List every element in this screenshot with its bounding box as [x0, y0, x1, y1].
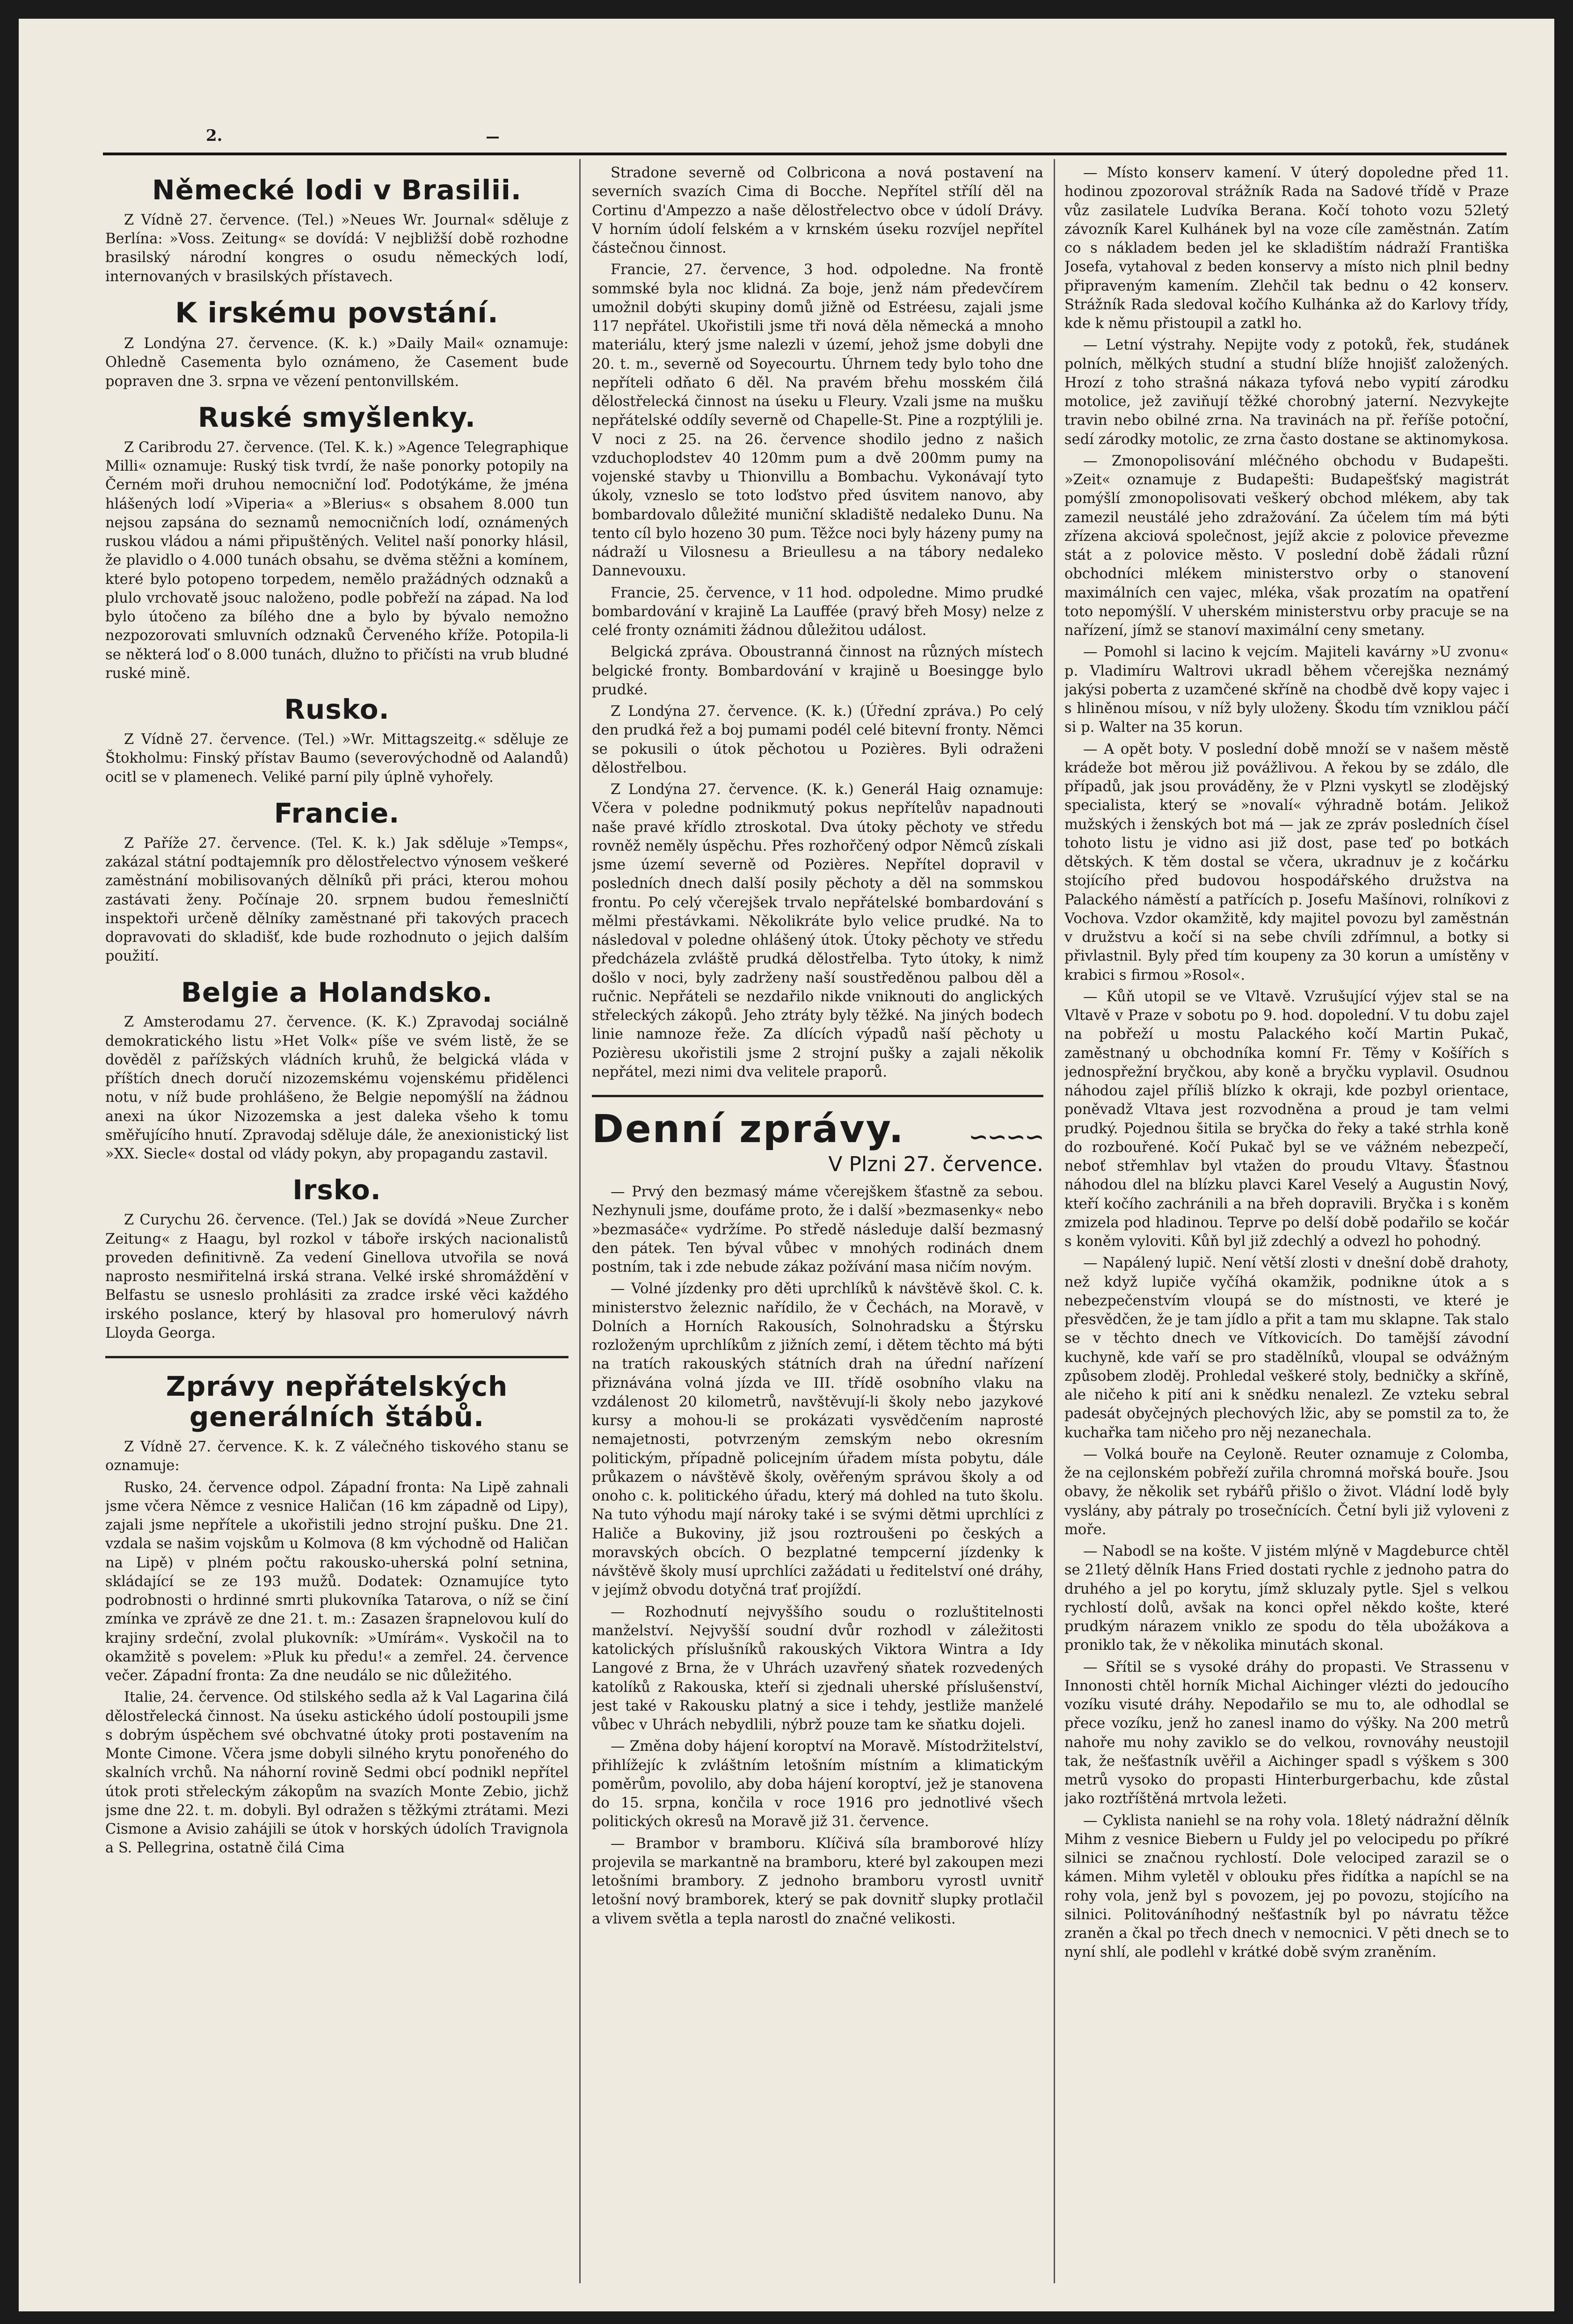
article-heading: Ruské smyšlenky.: [198, 401, 476, 433]
newspaper-page: [19, 19, 1554, 2311]
news-item: — Sřítil se s vysoké dráhy do propasti. Ve Strassenu v Innonosti chtěl horník Michal Aichinger vlézti do jedoucího vozíku visuté dráhy. Nepodařilo se mu to, ale odhodlal se přece vozíku, jenž ho zanesl inamo do výšky. Na 200 metrů nahoře mu nohy zaviklo se do velkou, rovnováhy neustojil tak, že nešťastník uvěřil a Aichinger spadl s výškem s 300 metrů vysoko do propasti Hinterburgerbachu, kde zůstal jako roztříštěná mrtvola ležeti.: [1064, 1659, 1509, 1807]
article-text: Francie, 27. července, 3 hod. odpoledne. Na frontě sommské byla noc klidná. Za boje, jenž nám předevčírem umožnil dobýti skupiny domů jižně od Estréesu, zajali jsme 117 nepřátel. Ukořistili jsme tři nová děla německá a mnoho materiálu, který jsme nalezli v území, jehož jsme dobyli dne 20. t. m., severně od Soyecourtu. Úhrnem tedy bylo toho dne nepříteli odňato 6 děl. Na pravém břehu mosském čilá dělostřelecká činnost na úseku u Fleury. Vzali jsme na mušku nepřátelské oddíly severně od Chapelle-St. Pine a rozptýlili je. V noci z 25. na 26. července shodilo jedno z našich vzduchoplodstev 40 120mm pum a dvě 200mm pumy na vojenské stavby u Thionvillu a Bombachu. Vykonávají tyto úkoly, vzneslo se toto loďstvo před úsvitem nanovo, aby bombardovalo důležité muniční skladiště nedaleko Dunu. Na tento cíl bylo hozeno 30 pum. Těžce noci byly házeny pumy na nádraží u Vilosnesu a Brieullesu a na tábory nedaleko Dannevouxu.: [592, 262, 1043, 580]
article-text: Z Vídně 27. července. (Tel.) »Wr. Mittagszeitg.« sděluje ze Štokholmu: Finský přístav Baumo (severovýchodně od Aalandů) ocitl se v plamenech. Veliké parní pily úplně vyhořely.: [105, 731, 568, 786]
news-item: — Letní výstrahy. Nepijte vody z potoků, řek, studánek polních, mělkých studní a studní blíže hnojišť založených. Hrozí z toho strašná nákaza tyfová nebo vypití zárodku motolice, jež zaviňují těžké chorobný jaterní. Nezvykejte travin nebo obilné zrna. Na travinách na př. řeříše potoční, sedí zárodky motolic, ze zrna často dostane se aktinomykosa.: [1064, 337, 1509, 448]
article-text: Belgická zpráva. Oboustranná činnost na různých místech belgické fronty. Bombardování v krajině u Boesingge bylo prudké.: [592, 644, 1043, 698]
article-text: Francie, 25. července, v 11 hod. odpoledne. Mimo prudké bombardování v krajině La Lauffée (pravý břeh Mosy) nelze z celé fronty oznámiti žádnou důležitou událost.: [592, 584, 1043, 639]
daily-news-masthead: [592, 1107, 1043, 1151]
article-text: Z Curychu 26. července. (Tel.) Jak se dovídá »Neue Zurcher Zeitung« z Haagu, byl rozkol v táboře irských nacionalistů proveden definitivně. Za vedení Ginellova utvořila se nová naprosto nesmiřitelná irská strana. Velké irské shromáždění v Belfastu se usneslo prohlásiti za zradce irské věci každého irského poslance, který by hlasoval pro homerulový návrh Lloyda Georga.: [105, 1212, 568, 1341]
column-3: [1064, 164, 1509, 2297]
page-number: 2.: [206, 126, 223, 145]
article-heading: Zprávy nepřátelských generálních štábů.: [166, 1370, 508, 1433]
news-item: — Brambor v bramboru. Klíčivá síla bramborové hlízy projevila se markantně na bramboru, které byl zakoupen mezi letošními brambory. Z jednoho bramboru vyrostl uvnitř letošní nový bramborek, který se pak dovnitř slupky protlačil a vlivem světla a tepla narostl do značné velikosti.: [592, 1835, 1043, 1927]
news-item: — Zmonopolisování mléčného obchodu v Budapešti. »Zeit« oznamuje z Budapešti: Budapešťský magistrát pomýšlí zmonopolisovati veškerý obchod mlékem, aby tak zamezil neustálé jeho zdražování. Za účelem tím má býti zřízena akciová společnost, jejíž akcie z polovice převezme stát a z polovice město. V poslední době žádali různí obchodníci mlékem ministerstvo orby o stanovení maximálních cen vajec, mléka, však prozatím na opatření toto nepomýšlí. V uherském ministerstvu orby pracuje se na nařízení, jímž se stanoví maximální ceny smetany.: [1064, 452, 1509, 639]
news-item: — Napálený lupič. Není větší zlosti v dnešní době drahoty, než když lupiče vyčíhá okamžik, podnikne útok a s nebezpečenstvím vloupá se do místnosti, ve které je přesvědčen, že je tam jídlo a přit a tam mu sklapne. Tak stalo se v těchto dnech ve Vítkovicích. Do tamější závodní kuchyně, kde vaří se pro stadělníků, vloupal se odvážným způsobem zloděj. Prohledal veškeré stoly, bedničky a skříně, ale ničeho k pití ani k snědku nenalezl. Ze vzteku sebral padesát obyčejných plechových lžic, aby se pomstil za to, že kuchařka tam ničeho pro něj nezanechala.: [1064, 1255, 1509, 1441]
article-text: Rusko, 24. července odpol. Západní fronta: Na Lipě zahnali jsme včera Němce z vesnice Haličan (16 km západně od Lipy), zajali jsme nepřítele a ukořistili jedno strojní pušku. Dne 21. vzdala se našim vojskům u Kolmova (8 km východně od Haličan na Lipě) v plném počtu rakousko-uherská polní setnina, skládající se ze 193 mužů. Dodatek: Oznamujíce tyto podrobnosti o hrdinné smrti plukovníka Tatarova, o níž se činí zmínka ve zprávě ze dne 21. t. m.: Zasazen šrapnelovou kulí do krajiny srdeční, zvolal plukovník: »Umírám«. Vyskočil na to okamžitě s povelem: »Pluk ku předu!« a zemřel. 24. července večer. Západní fronta: Za dne neudálo se nic důležitého.: [105, 1479, 568, 1684]
article-text: Z Caribrodu 27. července. (Tel. K. k.) »Agence Telegraphique Milli« oznamuje: Ruský tisk tvrdí, že naše ponorky potopily na Černém moři druhou nemocniční loď. Podotýkáme, že jména hlášených lodí »Viperia« a »Blerius« s obsahem 8.000 tun nejsou zapsána do seznamů nemocničních lodí, oznámených ruskou vládou a námi připuštěných. Velitel naší ponorky hlásil, že plavidlo o 4.000 tunách obsahu, se dvěma stěžni a komínem, které bylo potopeno torpedem, nemělo pražádných odznaků a plulo vrchovatě jsouc naloženo, podle pobřeží na západ. Na loď bylo útočeno za bílého dne a bylo by bývalo nemožno nezpozorovati smluvních odznaků Červeného kříže. Potopila-li se některá loď o 8.000 tunách, dlužno to přičísti na vrub bludné ruské mině.: [105, 439, 568, 682]
article-text: Z Vídně 27. července. (Tel.) »Neues Wr. Journal« sděluje z Berlína: »Voss. Zeitung« se dovídá: V nejbližší době rozhodne brasilský národní kongres o osudu německých lodí, internovaných v brasilských přístavech.: [105, 211, 568, 285]
article-heading: K irskému povstání.: [175, 296, 499, 329]
wave-ornament: ∽∽∽∽: [969, 1123, 1043, 1151]
article-text: Z Londýna 27. července. (K. k.) Generál Haig oznamuje: Včera v poledne podnikmutý pokus nepřítelův napadnouti naše pravé křídlo ztroskotal. Dva útoky pěchoty ve středu rovněž neměly úspěchu. Přes rozhořčený odpor Němců získali jsme území severně od Pozières. Nepřítel dopravil v posledních dnech další posily pěchoty a děl na sommskou frontu. Po celý včerejšek trvalo nepřátelské bombardování s mělmi přestávkami. Několikráte bylo velice prudké. Na to následoval v poledne ohlášený útok. Útoky pěchoty ve středu předcházela zvláště prudká dělostřelba. Tyto útoky, k nimž došlo v noci, byly zadrženy naší soustředěnou palbou děl a ručnic. Nepřáteli se nezdařilo nikde vniknouti do anglických střeleckých zákopů. Jeho ztráty byly těžké. Na jiných bodech linie namnoze řeže. Za dlících výpadů naší pěchoty u Pozièresu ukořistili jsme 2 strojní pušky a zajali několik nepřátel, mezi nimi dva velitele praporů.: [592, 781, 1043, 1080]
header-dash: [487, 137, 499, 138]
news-item: — A opět boty. V poslední době množí se v našem městě krádeže bot měrou již povážlivou. A řekou by se zdálo, dle případů, jak jsou prováděny, že v Plzni vyskytl se zlodějský specialista, který se »novalí« výhradně botám. Jelikož mužských i ženských bot má — jak ze zpráv posledních čísel tohoto listu je vidno asi již dost, pase teď po botkách dětských. K těm dostal se včera, ukradnuv je z kočárku stojícího před budovou hospodářského družstva na Palackého náměstí a patřících p. Josefu Mašínovi, rolníkovi z Vochova. Vzdor okamžitě, kdy majitel povozu byl zaměstnán v družstvu a kočí si na sebe chvíli zdřímnul, a botky si přivlastnil. Byly před tím koupeny za 30 korun a umístěny v krabici s firmou »Rosol«.: [1064, 741, 1509, 984]
section-rule: [105, 1356, 568, 1358]
news-item: — Volné jízdenky pro děti uprchlíků k návštěvě škol. C. k. ministerstvo železnic nařídilo, že v Čechách, na Moravě, v Dolních a Horních Rakousích, Solnohradsku a Štýrsku rozloženým uprchlíkům z jižních zemí, i dětem těchto má býti na tratích rakouských státních drah na úřední nařízení přiznávána volná jízda ve III. třídě osobního vlaku na vzdálenost 20 kilometrů, navštěvují-li školy nebo jazykové kursy a mohou-li se prokázati vysvědčením naprosté nemajetnosti, potvrzeným zemským nebo okresním politickým, případně policejním úřadem místa pobytu, dále průkazem o návštěvě školy, ověřeným správou školy a od onoho c. k. politického úřadu, který má dohled na tuto školu. Na tuto výhodu mají nároky také i se svými dětmi uprchlíci z Haliče a Bukoviny, již jsou roztroušeni po českých a moravských obcích. O bezplatné tempcerní jízdenky k návštěvě školy musí uprchlíci zažádati u ředitelství oné dráhy, v jejímž obvodu dotyčná trať projíždí.: [592, 1281, 1043, 1599]
news-item: — Kůň utopil se ve Vltavě. Vzrušující výjev stal se na Vltavě v Praze v sobotu po 9. hod. dopolední. V tu dobu zajel na pobřeží u mostu Palackého kočí Martin Pukač, zaměstnaný u obchodníka komní Fr. Těmy v Košířích s jednospřežní bryčkou, aby koně a bryčku vyplavil. Osudnou náhodou zajel příliš blízko k okraji, kde pozbyl orientace, poněvadž Vltava jest rozvodněna a proud je tam velmi prudký. Pojednou šitila se bryčka do řeky a také strhla koně do rozbouřené. Kočí Pukač byl se ve vážném nebezpečí, neboť střemhlav byl vtažen do proudu Vltavy. Šťastnou náhodou dlel na blízku plavci Karel Veselý a Augustin Nový, kteří kočího zachránili a na břeh dopravili. Bryčka i s koněm zmizela pod hladinou. Teprve po delší době podařilo se kočár s koněm vyloviti. Kůň byl již zdechlý a odvezl ho pohodný.: [1064, 988, 1509, 1250]
news-item: — Prvý den bezmasý máme včerejškem šťastně za sebou. Nezhynuli jsme, doufáme proto, že i další »bezmasenky« nebo »bezmasáče« vydržíme. Po středě následuje další bezmasný den pátek. Ten býval vůbec v mnohých rodinách dnem postním, tak i zde nebude zákaz požívání masa ničím novým.: [592, 1184, 1043, 1275]
news-item: — Volká bouře na Ceyloně. Reuter oznamuje z Colomba, že na cejlonském pobřeží zuřila chromná mořská bouře. Jsou obavy, že několik set rybářů přišlo o život. Vládní lodě byly vyslány, aby pátraly po trosečnících. Četní byli již vyloveni z moře.: [1064, 1446, 1509, 1538]
article-text: Z Amsterodamu 27. července. (K. K.) Zpravodaj sociálně demokratického listu »Het Volk« píše ve svém listě, že se dověděl z pařížských vládních kruhů, že belgická vláda v příštích dnech doručí nizozemskému vojenskému přidělenci notu, v níž bude prohlášeno, že Belgie nepomýšlí na žádnou anexi na úkor Nizozemska a jest daleka všeho k tomu směřujícího hnutí. Zpravodaj sděluje dále, že anexionistický list »XX. Siecle« dostal od vlády pokyn, aby propagandu zastavil.: [105, 1014, 568, 1163]
news-item: — Změna doby hájení koroptví na Moravě. Místodržitelství, přihlížejíc k zvláštním letošním místním a klimatickým poměrům, povolilo, aby doba hájení koroptví, jež je stanovena do 15. srpna, končila v roce 1916 pro jednotlivé všech politických okresů na Moravě již 31. července.: [592, 1738, 1043, 1830]
article-text: Z Vídně 27. července. K. k. Z válečného tiskového stanu se oznamuje:: [105, 1439, 568, 1474]
section-rule: [592, 1095, 1043, 1097]
news-item: — Pomohl si lacino k vejcím. Majiteli kavárny »U zvonu« p. Vladimíru Waltrovi ukradl během včerejška neznámý jakýsi poberta z uzamčené skříně na chodbě dvě kopy vajec i s hliněnou mísou, v níž byly uloženy. Škodu tím vzniklou páčí si p. Walter na 35 korun.: [1064, 644, 1509, 736]
column-divider: [1054, 159, 1055, 2283]
article-heading: Rusko.: [284, 693, 390, 726]
column-divider: [579, 159, 581, 2283]
article-heading: Německé lodi v Brasilii.: [152, 174, 522, 206]
news-item: — Nabodl se na košte. V jistém mlýně v Magdeburce chtěl se 21letý dělník Hans Fried dostati rychle z jednoho patra do druhého a jel po korytu, jímž skluzaly pytle. Sjel s velkou rychlostí dolů, avšak na konci opřel někdo košte, které prudkým nárazem vniklo ze spodu do těla ubožákova a proniklo tak, že v několika minutách skonal.: [1064, 1543, 1509, 1654]
article-heading: Francie.: [274, 797, 400, 829]
header-rule: [103, 153, 1507, 155]
article-text: Stradone severně od Colbricona a nová postavení na severních svazích Cima di Bocche. Nepřítel střílí děl na Cortinu d'Ampezzo a naše dělostřelectvo obce v údolí Drávy. V horním údolí felském a v krnském úseku rozvíjel nepřítel částečnou činnost.: [592, 165, 1043, 256]
article-text: Z Londýna 27. července. (K. k.) (Úřední zpráva.) Po celý den prudká řež a boj pumami podél celé bitevní fronty. Němci se pokusili o útok pěchotou u Pozières. Byli odraženi dělostřelbou.: [592, 703, 1043, 776]
article-text: Italie, 24. července. Od stilského sedla až k Val Lagarina čilá dělostřelecká činnost. Na úseku astického údolí postoupili jsme s dobrým úspěchem své obchvatné útoky proti postavením na Monte Cimone. Včera jsme dobyli silného krytu ponořeného do skalních vrchů. Na náhorní rovině Sedmi obcí podnikl nepřítel útok proti střeleckým zákopům na svazích Monte Zebio, jichž jsme dne 22. t. m. dobyli. Byl odražen s těžkými ztrátami. Mezi Cismone a Avisio zahájili se útok v horských údolích Travignola a S. Pellegrina, ostatně čilá Cima: [105, 1689, 568, 1857]
article-heading: Belgie a Holandsko.: [181, 976, 493, 1008]
news-item: — Rozhodnutí nejvyššího soudu o rozluštitelnosti manželství. Nejvyšší soudní dvůr rozhodl v záležitosti katolických příslušníků rakouských Viktora Wintra a Idy Langové z Brna, že v Uhrách uzavřený sňatek rozvedených katolíků z Rakouska, kteří si zjednali uherské příslušenství, jest také v Rakousku platný a sice i tehdy, jestliže manželé vůbec v Uhrách nebydlili, nýbrž pouze tam ke sňatku dojeli.: [592, 1603, 1043, 1733]
article-text: Z Paříže 27. července. (Tel. K. k.) Jak sděluje »Temps«, zakázal státní podtajemník pro dělostřelectvo výnosem veškeré zaměstnání mobilisovaných dělníků při práci, kterou mohou zastávati ženy. Počínaje 20. srpnem budou řemeslničtí inspektoři určeně dělníky zaměstnané při takových pracech dopravovati do skladišť, kde bude rozhodnuto o jejich dalším použití.: [105, 835, 568, 965]
news-item: — Místo konserv kamení. V úterý dopoledne před 11. hodinou zpozoroval strážník Rada na Sadové třídě v Praze vůz zasilatele Ludvíka Berana. Kočí tohoto vozu 52letý závozník Karel Kulhánek byl na voze cíle zaměstnán. Zatím co s nákladem beden jel ke skladištím nádraží Františka Josefa, vytahoval z beden konservy a místo nich plnil bedny připraveným kamením. Zlehčil tak bednu o 42 konserv. Strážník Rada sledoval kočího Kulhánka až do Karlovy třídy, kde k němu přistoupil a zatkl ho.: [1064, 165, 1509, 332]
article-text: Z Londýna 27. července. (K. k.) »Daily Mail« oznamuje: Ohledně Casementa bylo oznámeno, že Casement bude popraven dne 3. srpna ve vězení pentonvillském.: [105, 335, 568, 390]
dateline: V Plzni 27. července.: [828, 1152, 1043, 1176]
column-1: [105, 164, 568, 2297]
daily-news-title: Denní zprávy.: [592, 1107, 905, 1151]
article-heading: Irsko.: [292, 1174, 381, 1206]
column-2: [592, 164, 1043, 2297]
news-item: — Cyklista naniehl se na rohy vola. 18letý nádražní dělník Mihm z vesnice Biebern u Fuldy jel po velocipedu po příkré silnici se značnou rychlostí. Dole velociped zarazil se o kámen. Mihm vyletěl v oblouku přes řidítka a napíchl se na rohy vola, jenž byl s povozem, jej po povozu, stojícího na silnici. Politováníhodný nešťastník byl po návratu těžce zraněn a čkal po třech dnech v nemocnici. V pěti dnech se to nyní shlí, ale podlehl v krátké době svým zraněním.: [1064, 1812, 1509, 1961]
